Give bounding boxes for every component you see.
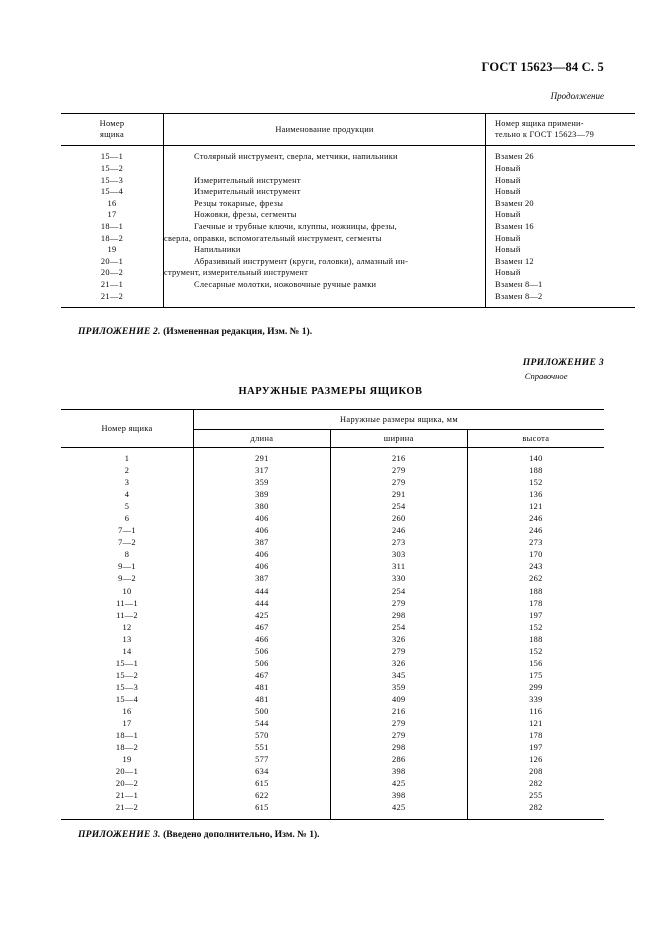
cell-box-number: 15—3 [100, 175, 124, 185]
cell-box-number: 20—1 [115, 767, 139, 777]
cell-height: 197 [467, 742, 604, 754]
table-row [61, 670, 604, 682]
outer-dimensions-table-body [61, 448, 604, 820]
cell-width: 398 [330, 766, 467, 778]
table-header-row [61, 114, 635, 146]
cell-width: 279 [330, 646, 467, 658]
table-row [61, 549, 604, 561]
column-header-gost-reference [486, 114, 636, 146]
cell-product-name [164, 221, 486, 233]
cell-box-number: 12 [122, 622, 132, 632]
cell-gost-reference: Новый [486, 186, 636, 198]
table-row [61, 790, 604, 802]
cell-height: 121 [467, 501, 604, 513]
cell-length: 570 [194, 730, 331, 742]
cell-box-number: 18—2 [115, 743, 139, 753]
cell-box-number: 7—2 [118, 538, 136, 548]
appendix3-note-label: ПРИЛОЖЕНИЕ 3. [78, 829, 161, 840]
table-row [61, 682, 604, 694]
table-row [61, 525, 604, 537]
column-header-width: ширина [330, 430, 467, 448]
table-row [61, 198, 635, 210]
cell-box-number: 9—2 [118, 574, 136, 584]
cell-length: 615 [194, 802, 331, 820]
table-row [61, 561, 604, 573]
cell-height: 140 [467, 448, 604, 466]
cell-product-name [164, 209, 486, 221]
cell-box-number: 11—2 [116, 610, 138, 620]
cell-box-number: 17 [122, 719, 132, 729]
cell-length: 406 [194, 525, 331, 537]
cell-box-number: 14 [122, 646, 132, 656]
table-row [61, 766, 604, 778]
column-header-product-name: Наименование продукции [164, 114, 486, 146]
cell-length: 467 [194, 670, 331, 682]
cell-gost-reference: Взамен 20 [486, 198, 636, 210]
cell-length: 425 [194, 610, 331, 622]
table-row [61, 742, 604, 754]
cell-product-name [164, 186, 486, 198]
appendix3-heading [523, 356, 604, 382]
cell-width: 398 [330, 790, 467, 802]
cell-box-number: 15—1 [115, 658, 139, 668]
cell-product-name-text: Слесарные молотки, ножовочные ручные рамки [194, 279, 377, 289]
table-row [61, 694, 604, 706]
cell-product-name-text: сверла, оправки, вспомогательный инструмент, сегменты [164, 233, 382, 243]
cell-length: 634 [194, 766, 331, 778]
cell-length: 622 [194, 790, 331, 802]
cell-length: 387 [194, 537, 331, 549]
cell-length: 444 [194, 586, 331, 598]
continued-label: Продолжение [550, 91, 604, 101]
cell-length: 577 [194, 754, 331, 766]
cell-length: 481 [194, 694, 331, 706]
cell-length: 551 [194, 742, 331, 754]
cell-box-number: 15—3 [115, 682, 139, 692]
cell-width: 345 [330, 670, 467, 682]
cell-box-number: 1 [124, 454, 130, 463]
table-row [61, 244, 635, 256]
cell-width: 246 [330, 525, 467, 537]
box-contents-table [61, 113, 635, 308]
cell-width: 330 [330, 573, 467, 585]
cell-width: 326 [330, 658, 467, 670]
cell-box-number: 4 [124, 490, 130, 500]
cell-product-name [164, 267, 486, 279]
cell-box-number: 20—2 [115, 779, 139, 789]
cell-gost-reference: Взамен 8—2 [486, 290, 636, 307]
cell-length: 467 [194, 622, 331, 634]
cell-box-number: 21—2 [61, 290, 164, 307]
cell-gost-reference: Взамен 8—1 [486, 279, 636, 291]
cell-height: 152 [467, 477, 604, 489]
column-header-length: длина [194, 430, 331, 448]
cell-width: 279 [330, 598, 467, 610]
table-row [61, 622, 604, 634]
column-header-box-number [61, 114, 164, 146]
cell-box-number: 15—1 [100, 152, 124, 162]
table-row [61, 221, 635, 233]
cell-height: 156 [467, 658, 604, 670]
cell-width: 216 [330, 448, 467, 466]
cell-product-name-text: Абразивный инструмент (круги, головки), алмазный ин- [194, 256, 409, 266]
cell-gost-reference: Новый [486, 163, 636, 175]
cell-box-number: 11—1 [116, 598, 138, 608]
cell-length: 466 [194, 634, 331, 646]
column-header-box-number-line2: ящика [100, 130, 124, 140]
table-row [61, 186, 635, 198]
table-row [61, 730, 604, 742]
cell-length: 380 [194, 501, 331, 513]
table-row [61, 646, 604, 658]
appendix2-note [78, 326, 312, 337]
cell-box-number: 16 [122, 706, 132, 716]
cell-product-name-text: струмент, измерительный инструмент [164, 268, 309, 278]
cell-length: 387 [194, 573, 331, 585]
cell-gost-reference: Новый [486, 174, 636, 186]
cell-box-number: 21—1 [115, 791, 139, 801]
table-row [61, 586, 604, 598]
cell-width: 409 [330, 694, 467, 706]
column-header-height: высота [467, 430, 604, 448]
cell-box-number: 15—2 [115, 670, 139, 680]
table-row [61, 174, 635, 186]
cell-width: 311 [330, 561, 467, 573]
cell-gost-reference: Взамен 12 [486, 256, 636, 268]
cell-height: 299 [467, 682, 604, 694]
cell-box-number: 16 [107, 198, 117, 208]
table-row [61, 634, 604, 646]
cell-width: 254 [330, 586, 467, 598]
cell-width: 260 [330, 513, 467, 525]
cell-product-name [164, 256, 486, 268]
appendix3-heading-subtitle: Справочное [524, 370, 568, 381]
cell-width: 286 [330, 754, 467, 766]
cell-width: 298 [330, 742, 467, 754]
cell-product-name [164, 163, 486, 175]
cell-length: 389 [194, 489, 331, 501]
cell-width: 303 [330, 549, 467, 561]
cell-product-name [164, 146, 486, 163]
box-contents-table-body [61, 146, 635, 308]
cell-width: 425 [330, 802, 467, 820]
cell-product-name [164, 244, 486, 256]
cell-box-number: 18—1 [115, 731, 139, 741]
cell-width: 425 [330, 778, 467, 790]
table-row [61, 232, 635, 244]
cell-height: 208 [467, 766, 604, 778]
cell-length: 406 [194, 513, 331, 525]
cell-width: 326 [330, 634, 467, 646]
box-contents-table-head [61, 114, 635, 146]
cell-height: 116 [467, 706, 604, 718]
cell-length: 444 [194, 598, 331, 610]
cell-width: 254 [330, 622, 467, 634]
cell-product-name-text: Измерительный инструмент [194, 187, 301, 197]
cell-box-number: 20—1 [100, 256, 124, 266]
cell-length: 500 [194, 706, 331, 718]
cell-box-number: 21—1 [100, 279, 124, 289]
cell-height: 282 [467, 778, 604, 790]
cell-length: 615 [194, 778, 331, 790]
cell-product-name [164, 279, 486, 291]
cell-box-number: 19 [122, 755, 132, 765]
table-header-row-group [61, 410, 604, 430]
cell-length: 406 [194, 549, 331, 561]
cell-height: 282 [467, 802, 604, 820]
cell-height: 178 [467, 598, 604, 610]
cell-gost-reference: Новый [486, 209, 636, 221]
table-row [61, 146, 635, 163]
cell-length: 406 [194, 561, 331, 573]
table-row [61, 209, 635, 221]
cell-height: 126 [467, 754, 604, 766]
cell-height: 136 [467, 489, 604, 501]
cell-width: 298 [330, 610, 467, 622]
cell-length: 317 [194, 465, 331, 477]
cell-box-number: 19 [107, 245, 117, 255]
table-row [61, 163, 635, 175]
cell-length: 506 [194, 658, 331, 670]
cell-box-number: 17 [107, 210, 117, 220]
cell-gost-reference: Взамен 26 [486, 146, 636, 163]
cell-length: 359 [194, 477, 331, 489]
cell-gost-reference: Новый [486, 244, 636, 256]
cell-height: 152 [467, 646, 604, 658]
cell-height: 243 [467, 561, 604, 573]
cell-gost-reference: Новый [486, 232, 636, 244]
cell-box-number: 2 [124, 466, 130, 476]
cell-height: 262 [467, 573, 604, 585]
cell-height: 246 [467, 525, 604, 537]
cell-box-number: 9—1 [118, 562, 136, 572]
table-row [61, 290, 635, 307]
cell-length: 291 [194, 448, 331, 466]
cell-width: 273 [330, 537, 467, 549]
cell-width: 291 [330, 489, 467, 501]
cell-box-number: 15—4 [100, 187, 124, 197]
cell-product-name-text: Гаечные и трубные ключи, клуппы, ножницы, фрезы, [194, 222, 397, 231]
cell-product-name-text: Напильники [194, 245, 241, 255]
appendix2-note-label: ПРИЛОЖЕНИЕ 2. [78, 326, 161, 337]
table-row [61, 465, 604, 477]
table-row [61, 513, 604, 525]
cell-width: 279 [330, 477, 467, 489]
appendix3-heading-title: ПРИЛОЖЕНИЕ 3 [522, 357, 604, 368]
cell-product-name-text: Столярный инструмент, сверла, метчики, напильники [194, 152, 398, 162]
cell-box-number: 10 [122, 586, 132, 596]
outer-dimensions-table [61, 409, 604, 820]
cell-length: 544 [194, 718, 331, 730]
cell-box-number: 7—1 [118, 526, 136, 536]
table-row [61, 573, 604, 585]
cell-product-name [164, 198, 486, 210]
cell-gost-reference: Новый [486, 267, 636, 279]
outer-dimensions-table-head [61, 410, 604, 448]
table-row [61, 778, 604, 790]
table-row [61, 610, 604, 622]
table-row [61, 718, 604, 730]
cell-width: 279 [330, 730, 467, 742]
column-header-gost-reference-line2: тельно к ГОСТ 15623—79 [495, 130, 595, 140]
table-row [61, 256, 635, 268]
cell-box-number: 18—1 [100, 222, 124, 231]
table-row [61, 598, 604, 610]
cell-width: 216 [330, 706, 467, 718]
table-row [61, 706, 604, 718]
column-header-box-number: Номер ящика [101, 424, 153, 433]
cell-height: 246 [467, 513, 604, 525]
cell-length: 506 [194, 646, 331, 658]
cell-product-name-text: Резцы токарные, фрезы [194, 198, 284, 208]
cell-height: 197 [467, 610, 604, 622]
cell-height: 121 [467, 718, 604, 730]
cell-height: 152 [467, 622, 604, 634]
cell-height: 273 [467, 537, 604, 549]
column-header-box-number-line1: Номер [99, 119, 125, 128]
cell-box-number: 15—4 [115, 694, 139, 704]
cell-product-name-text: Ножовки, фрезы, сегменты [194, 210, 297, 220]
table-row [61, 802, 604, 820]
cell-box-number: 15—2 [100, 164, 124, 174]
table-row [61, 267, 635, 279]
cell-width: 279 [330, 465, 467, 477]
cell-height: 175 [467, 670, 604, 682]
cell-box-number: 18—2 [100, 233, 124, 243]
table-row [61, 658, 604, 670]
cell-width: 254 [330, 501, 467, 513]
cell-height: 255 [467, 790, 604, 802]
table-row [61, 448, 604, 466]
cell-box-number: 21—2 [61, 802, 194, 820]
cell-box-number: 13 [122, 634, 132, 644]
cell-length: 481 [194, 682, 331, 694]
cell-gost-reference: Взамен 16 [486, 221, 636, 233]
appendix3-note-text: (Введено дополнительно, Изм. № 1). [163, 829, 320, 840]
cell-width: 279 [330, 718, 467, 730]
cell-product-name-text: Измерительный инструмент [194, 175, 301, 185]
cell-product-name [164, 232, 486, 244]
cell-box-number: 5 [124, 502, 130, 512]
page-header-standard-title: ГОСТ 15623—84 С. 5 [481, 60, 604, 74]
table-row [61, 279, 635, 291]
cell-box-number: 6 [124, 514, 130, 524]
cell-height: 339 [467, 694, 604, 706]
appendix3-note [78, 829, 320, 840]
cell-width: 359 [330, 682, 467, 694]
appendix2-note-text: (Измененная редакция, Изм. № 1). [163, 326, 313, 337]
cell-height: 188 [467, 465, 604, 477]
cell-box-number: 3 [124, 478, 130, 488]
cell-height: 170 [467, 549, 604, 561]
table-row [61, 537, 604, 549]
table-row [61, 477, 604, 489]
cell-height: 188 [467, 586, 604, 598]
cell-product-name [164, 290, 486, 307]
column-header-gost-reference-line1: Номер ящика примени- [495, 119, 584, 128]
cell-box-number: 8 [124, 550, 130, 560]
cell-height: 188 [467, 634, 604, 646]
table-row [61, 489, 604, 501]
column-header-outer-dimensions: Наружные размеры ящика, мм [194, 410, 605, 430]
table-row [61, 754, 604, 766]
cell-product-name [164, 174, 486, 186]
table-row [61, 501, 604, 513]
outer-dimensions-title: НАРУЖНЫЕ РАЗМЕРЫ ЯЩИКОВ [238, 386, 423, 397]
cell-box-number: 20—2 [100, 268, 124, 278]
cell-height: 178 [467, 730, 604, 742]
